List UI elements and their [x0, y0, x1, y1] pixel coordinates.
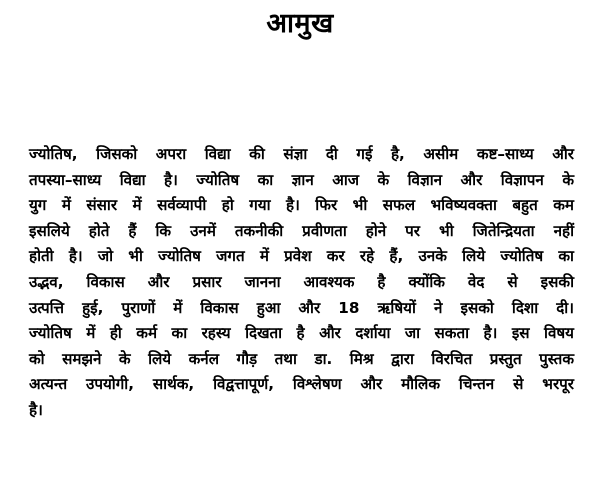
paragraph-line: ज्योतिष, जिसको अपरा विद्या की संज्ञा दी गई है, असीम कष्ट–साध्य और	[29, 145, 574, 163]
paragraph-line: युग में संसार में सर्वव्यापी हो गया है। फिर भी सफल भविष्यवक्ता बहुत कम	[29, 196, 574, 215]
preface-paragraph	[29, 142, 574, 424]
page-title: आमुख	[266, 8, 334, 39]
paragraph-line: इसलिये होते हैं कि उनमें तकनीकी प्रवीणता होने पर भी जितेन्द्रियता नहीं	[29, 221, 574, 240]
paragraph-line: ज्योतिष में ही कर्म का रहस्य दिखता है और दर्शाया जा सकता है। इस विषय	[29, 324, 574, 343]
paragraph-line: होती है। जो भी ज्योतिष जगत में प्रवेश कर रहे हैं, उनके लिये ज्योतिष का	[29, 247, 574, 266]
paragraph-line-last: है।	[29, 400, 43, 419]
paragraph-line: तपस्या–साध्य विद्या है। ज्योतिष का ज्ञान आज के विज्ञान और विज्ञापन के	[29, 170, 574, 189]
paragraph-line: उत्पत्ति हुई, पुराणों में विकास हुआ और 18 ऋषियों ने इसको दिशा दी।	[29, 298, 574, 317]
paragraph-line: उद्भव, विकास और प्रसार जानना आवश्यक है क्योंकि वेद से इसकी	[29, 272, 574, 291]
paragraph-line: अत्यन्त उपयोगी, सार्थक, विद्वत्तापूर्ण, विश्लेषण और मौलिक चिन्तन से भरपूर	[29, 375, 574, 394]
paragraph-line: को समझने के लिये कर्नल गौड़ तथा डा. मिश्र द्वारा विरचित प्रस्तुत पुस्तक	[29, 349, 574, 368]
